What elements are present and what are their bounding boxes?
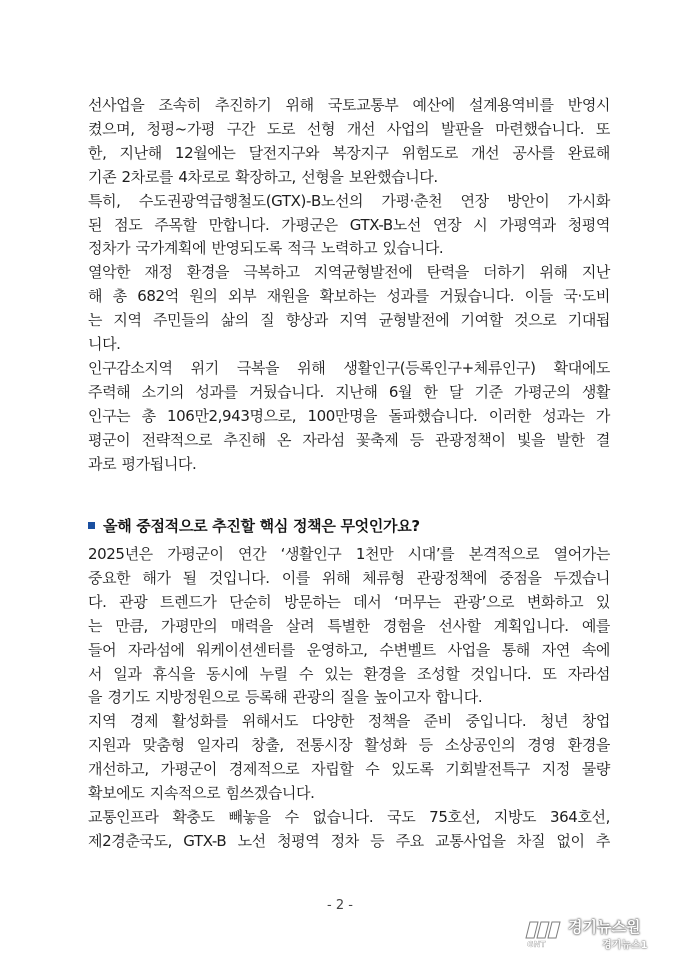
text-line: 는 만큼, 가평만의 매력을 살려 특별한 경험을 선사할 계획입니다. 예를 [88, 616, 610, 635]
square-bullet-icon [88, 522, 95, 529]
text-line: 된 점도 주목할 만합니다. 가평군은 GTX-B노선 연장 시 가평역과 청평역 [88, 215, 610, 234]
text-line: 들어 자라섬에 워케이션센터를 운영하고, 수변벨트 사업을 통해 자연 속에 [88, 640, 610, 659]
text-line: 인구감소지역 위기 극복을 위해 생활인구(등록인구+체류인구) 확대에도 [88, 358, 610, 377]
text-line: 개선하고, 가평군이 경제적으로 자립할 수 있도록 기회발전특구 지정 물량 [88, 760, 610, 779]
text-line: 주력해 소기의 성과를 거뒀습니다. 지난해 6월 한 달 기준 가평군의 생활 [88, 382, 610, 401]
text-line: 을 경기도 지방정원으로 등록해 관광의 질을 높이고자 합니다. [88, 688, 483, 707]
text-line: 는 지역 주민들의 삶의 질 향상과 지역 균형발전에 기여할 것으로 기대됩 [88, 311, 610, 330]
text-line: 서 일과 휴식을 동시에 누릴 수 있는 환경을 조성할 것입니다. 또 자라섬 [88, 664, 610, 683]
text-line: 니다. [88, 335, 121, 353]
text-line: 2025년은 가평군이 연간 ‘생활인구 1천만 시대’를 본격적으로 열어가는 [88, 545, 610, 563]
text-line: 교통인프라 확충도 빼놓을 수 없습니다. 국도 75호선, 지방도 364호선, [88, 807, 610, 826]
text-line: 확보에도 지속적으로 힘쓰겠습니다. [88, 784, 315, 802]
watermark-sub: 경기뉴스1 [602, 940, 648, 951]
text-line: 지역 경제 활성화를 위해서도 다양한 정책을 준비 중입니다. 청년 창업 [88, 712, 610, 731]
logo-text: GNT [527, 940, 546, 948]
text-line: 지원과 맞춤형 일자리 창출, 전통시장 활성화 등 소상공인의 경영 환경을 [88, 736, 610, 755]
watermark-name: 경기뉴스원 [568, 918, 641, 936]
page-number: - 2 - [327, 898, 353, 913]
section-heading [88, 516, 610, 536]
text-line: 기존 2차로를 4차로로 확장하고, 선형을 보완했습니다. [88, 167, 438, 186]
text-line: 해 총 682억 원의 외부 재원을 확보하는 성과를 거뒀습니다. 이들 국·도비 [88, 287, 610, 306]
text-line: 한, 지난해 12월에는 달전지구와 복장지구 위험도로 개선 공사를 완료해 [88, 143, 610, 162]
section-heading-text: 올해 중점적으로 추진할 핵심 정책은 무엇인가요? [103, 517, 420, 535]
text-line: 켰으며, 청평~가평 구간 도로 선형 개선 사업의 발판을 마련했습니다. 또 [88, 119, 610, 138]
text-line: 특히, 수도권광역급행철도(GTX)-B노선의 가평·춘천 연장 방안이 가시화 [88, 191, 610, 210]
text-line: 다. 관광 트렌드가 단순히 방문하는 데서 ‘머무는 관광’으로 변화하고 있 [88, 592, 610, 611]
text-line: 선사업을 조속히 추진하기 위해 국토교통부 예산에 설계용역비를 반영시 [88, 96, 610, 114]
text-line: 인구는 총 106만2,943명으로, 100만명을 돌파했습니다. 이러한 성과는 가 [88, 406, 610, 425]
text-line: 과로 평가됩니다. [88, 454, 197, 473]
text-line: 중요한 해가 될 것입니다. 이를 위해 체류형 관광정책에 중점을 두겠습니 [88, 568, 610, 587]
gnt-logo-icon [524, 918, 562, 948]
text-line: 제2경춘국도, GTX-B 노선 청평역 정차 등 주요 교통사업을 차질 없이 추 [88, 831, 610, 850]
text-line: 정차가 국가계획에 반영되도록 적극 노력하고 있습니다. [88, 239, 444, 258]
watermark [524, 914, 674, 954]
text-line: 평군이 전략적으로 추진해 온 자라섬 꽃축제 등 관광정책이 빛을 발한 결 [88, 430, 610, 449]
text-line: 열악한 재정 환경을 극복하고 지역균형발전에 탄력을 더하기 위해 지난 [88, 263, 610, 282]
